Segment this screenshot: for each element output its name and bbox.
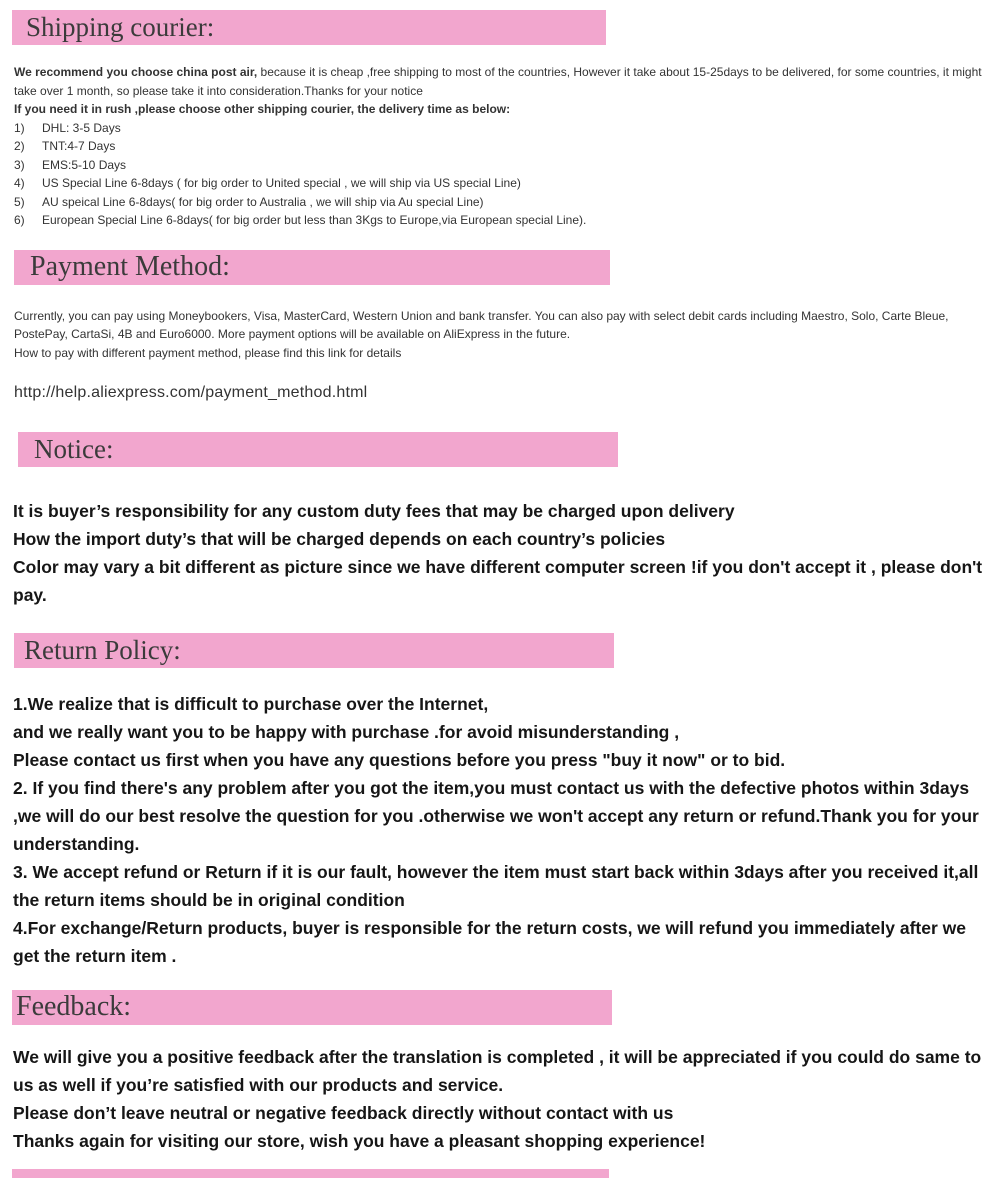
notice-header-banner xyxy=(18,432,618,467)
shipping-body xyxy=(14,63,990,230)
shipping-option-number: 3) xyxy=(14,157,25,172)
notice-line: How the import duty’s that will be charged depends on each country’s policies xyxy=(13,529,666,549)
shipping-title: Shipping courier: xyxy=(26,12,215,42)
shipping-options-list xyxy=(14,119,990,230)
return-policy-header-banner xyxy=(14,633,614,668)
shipping-option-number: 2) xyxy=(14,139,25,153)
feedback-title: Feedback: xyxy=(16,991,132,1022)
shipping-option-number: 1) xyxy=(14,120,25,135)
payment-help-link[interactable]: http://help.aliexpress.com/payment_method.html xyxy=(14,384,368,401)
notice-title: Notice: xyxy=(34,434,114,464)
shipping-option-text: US Special Line 6-8days ( for big order to United special , we will ship via US special Line) xyxy=(42,176,521,190)
shipping-option-text: AU speical Line 6-8days( for big order to Australia , we will ship via Au special Line) xyxy=(42,194,484,209)
shipping-option-text: DHL: 3-5 Days xyxy=(42,120,121,135)
shipping-option-number: 5) xyxy=(14,194,25,209)
feedback-header-banner xyxy=(12,990,612,1025)
shipping-intro-bold: We recommend you choose china post air, xyxy=(14,65,258,79)
payment-link-intro: How to pay with different payment method, please find this link for details xyxy=(14,345,402,360)
shipping-option-text: EMS:5-10 Days xyxy=(42,157,127,172)
payment-title: Payment Method: xyxy=(30,250,230,282)
return-policy-body xyxy=(13,690,989,970)
return-policy-title: Return Policy: xyxy=(24,635,181,665)
shipping-intro xyxy=(14,63,990,100)
return-policy-line: 3. We accept refund or Return if it is our fault, however the item must start back within 3days after you received it,all the return items should be in original condition xyxy=(13,862,979,910)
feedback-body xyxy=(13,1043,989,1155)
notice-line: Color may vary a bit different as picture since we have different computer screen !if you don't accept it , please don't pay. xyxy=(13,557,983,605)
shipping-option-text: TNT:4-7 Days xyxy=(42,139,116,153)
shipping-rush-note: If you need it in rush ,please choose other shipping courier, the delivery time as below: xyxy=(14,102,511,116)
product-description-page xyxy=(0,10,1000,1182)
return-policy-line: 4.For exchange/Return products, buyer is responsible for the return costs, we will refund you immediately after we get the return item . xyxy=(13,918,966,966)
feedback-line: Thanks again for visiting our store, wish you have a pleasant shopping experience! xyxy=(13,1131,706,1151)
return-policy-line: and we really want you to be happy with purchase .for avoid misunderstanding , xyxy=(13,722,680,742)
payment-body xyxy=(14,307,990,363)
shipping-option-row xyxy=(14,211,990,230)
payment-paragraph: Currently, you can pay using Moneybookers, Visa, MasterCard, Western Union and bank transfer. You can also pay with select debit cards including Maestro, Solo, Carte Bleue, PostePay, CartaSi, 4B and Euro6000. More payment options will be available on AliExpress in the future. xyxy=(14,308,949,341)
shipping-option-text: European Special Line 6-8days( for big order but less than 3Kgs to Europe,via European special Line). xyxy=(42,213,587,227)
shipping-option-number: 6) xyxy=(14,213,25,227)
return-policy-line: 2. If you find there's any problem after you got the item,you must contact us with the defective photos within 3days ,we will do our best resolve the question for you .otherwise we won't accept any return or refund.Thank you for your understanding. xyxy=(13,778,979,854)
shipping-option-number: 4) xyxy=(14,176,25,190)
feedback-line: Please don’t leave neutral or negative feedback directly without contact with us xyxy=(13,1103,674,1123)
notice-line: It is buyer’s responsibility for any custom duty fees that may be charged upon delivery xyxy=(13,501,735,521)
shipping-option-row xyxy=(14,119,990,138)
notice-body xyxy=(13,497,989,609)
shipping-header-banner xyxy=(12,10,606,45)
payment-header-banner xyxy=(14,250,610,285)
shipping-intro-rest: because it is cheap ,free shipping to most of the countries, However it take about 15-25days to be delivered, for some countries, it might take over 1 month, so please take it into consideration.Thanks for your notice xyxy=(14,65,982,98)
next-section-banner-partial xyxy=(12,1169,609,1178)
shipping-option-row xyxy=(14,193,990,212)
feedback-line: We will give you a positive feedback after the translation is completed , it will be appreciated if you could do same to us as well if you’re satisfied with our products and service. xyxy=(13,1047,982,1095)
shipping-option-row xyxy=(14,137,990,156)
shipping-option-row xyxy=(14,156,990,175)
return-policy-line: 1.We realize that is difficult to purchase over the Internet, xyxy=(13,694,489,714)
return-policy-line: Please contact us first when you have any questions before you press "buy it now" or to bid. xyxy=(13,750,786,770)
shipping-option-row xyxy=(14,174,990,193)
